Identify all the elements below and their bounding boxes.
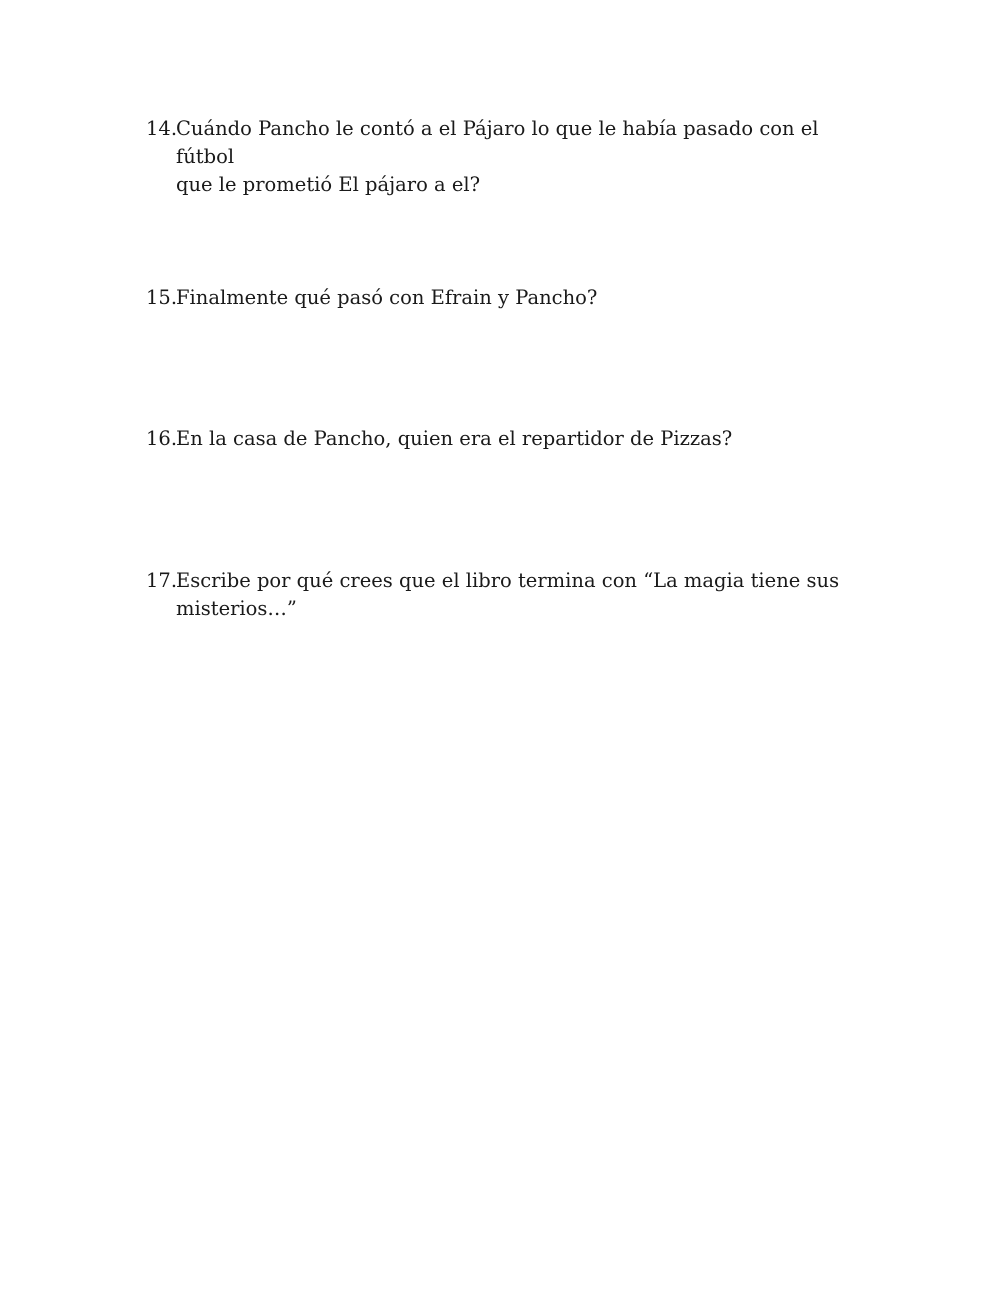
question-14 (146, 115, 866, 199)
question-text-line: Cuándo Pancho le contó a el Pájaro lo que le había pasado con el fútbol (176, 117, 819, 168)
question-number: 15. (146, 286, 178, 309)
question-17 (146, 567, 866, 623)
question-number: 17. (146, 569, 178, 592)
question-text-line: Finalmente qué pasó con Efrain y Pancho? (176, 286, 598, 309)
question-number: 16. (146, 427, 178, 450)
question-text (176, 567, 866, 623)
question-16 (146, 425, 866, 453)
question-text (176, 284, 866, 312)
question-15 (146, 284, 866, 312)
question-number: 14. (146, 117, 178, 140)
question-text-line: misterios…” (176, 597, 297, 620)
question-text (176, 115, 866, 199)
question-text (176, 425, 866, 453)
question-text-line: Escribe por qué crees que el libro termina con “La magia tiene sus (176, 569, 840, 592)
question-text-line: En la casa de Pancho, quien era el repartidor de Pizzas? (176, 427, 733, 450)
question-text-line: que le prometió El pájaro a el? (176, 173, 481, 196)
